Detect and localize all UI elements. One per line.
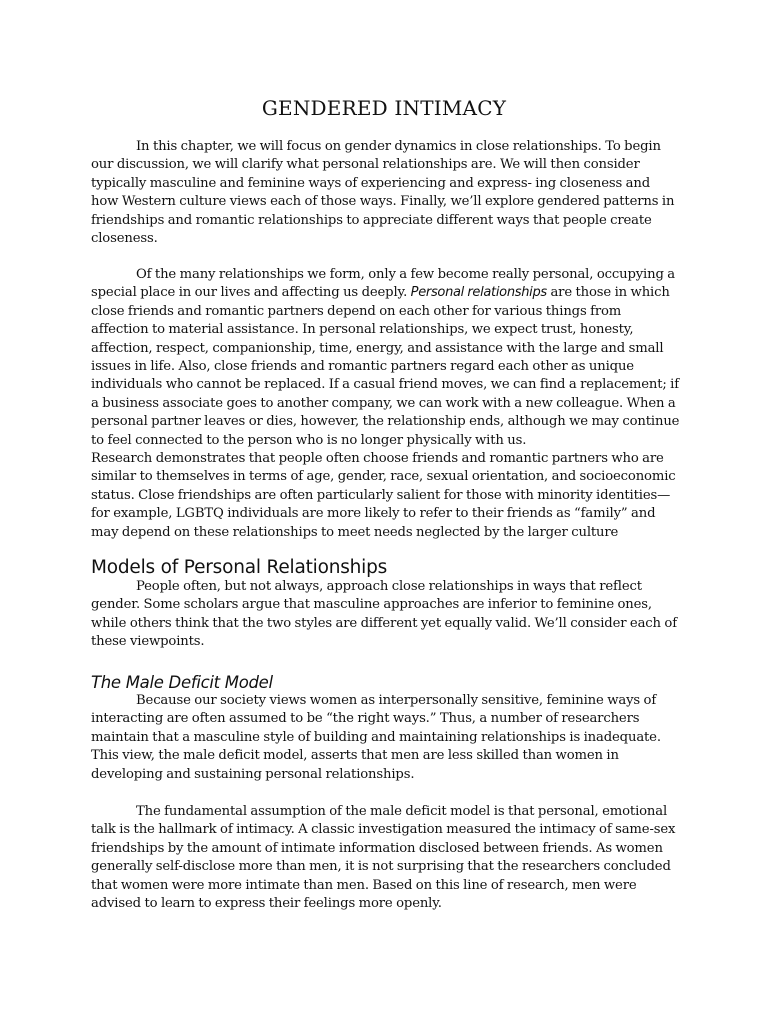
- definition-paragraph: [91, 266, 680, 450]
- subsection-paragraph-2: The fundamental assumption of the male deficit model is that personal, emotional talk is the hallmark of intimacy. A classic investigation measured the intimacy of same-sex friendships by the amount of intimate information disclosed between friends. As women generally self-disclose more than men, it is not surprising that the researchers concluded that women were more intimate than men. Based on this line of research, men were advised to learn to express their feelings more openly.: [91, 804, 676, 912]
- male-deficit-section-2: [91, 803, 680, 913]
- document-title: GENDERED INTIMACY: [261, 96, 507, 120]
- intro-paragraph-block: [91, 138, 680, 248]
- subsection-paragraph-1: Because our society views women as interpersonally sensitive, feminine ways of interacting are often assumed to be “the right ways.” Thus, a number of researchers maintain that a masculine style of building and maintaining relationships is inadequate. This view, the male deficit model, asserts that men are less skilled than women in developing and sustaining personal relationships.: [91, 693, 661, 782]
- definition-paragraph-block: [91, 266, 680, 542]
- subsection-heading: The Male Deficit Model: [91, 673, 273, 692]
- definition-text-after: are those in which close friends and romantic partners depend on each other for various things from affection to material assistance. In personal relationships, we expect trust, honesty, affection, respect, companionship, time, energy, and assistance with the large and small issues in life. Also, close friends and romantic partners regard each other as unique individuals who cannot be replaced. If a casual friend moves, we can find a replacement; if a business associate goes to another company, we can work with a new colleague. When a personal partner leaves or dies, however, the relationship ends, although we may continue to feel connected to the person who is no longer physically with us.: [91, 285, 680, 448]
- research-paragraph: Research demonstrates that people often choose friends and romantic partners who are similar to themselves in terms of age, gender, race, sexual orientation, and socioeconomic status. Close friendships are often particularly salient for those with minority identities—for example, LGBTQ individuals are more likely to refer to their friends as “family” and may depend on these relationships to meet needs neglected by the larger culture: [91, 451, 676, 540]
- intro-paragraph: In this chapter, we will focus on gender dynamics in close relationships. To begin our discussion, we will clarify what personal relationships are. We will then consider typically masculine and feminine ways of experiencing and express- ing closeness and how Western culture views each of those ways. Finally, we’ll explore gendered patterns in friendships and romantic relationships to appreciate different ways that people create closeness.: [91, 139, 675, 247]
- definition-text-before: Of the many relationships we form, only a few become really personal, occupying a special place in our lives and affecting us deeply.: [91, 267, 675, 301]
- models-section: [91, 557, 680, 652]
- section-paragraph: People often, but not always, approach close relationships in ways that reflect gender. Some scholars argue that masculine approaches are inferior to feminine ones, while others think that the two styles are different yet equally valid. We’ll consider each of these viewpoints.: [91, 579, 677, 650]
- defined-term: Personal relationships: [410, 285, 547, 301]
- male-deficit-section: [91, 673, 680, 784]
- section-heading: Models of Personal Relationships: [91, 557, 388, 578]
